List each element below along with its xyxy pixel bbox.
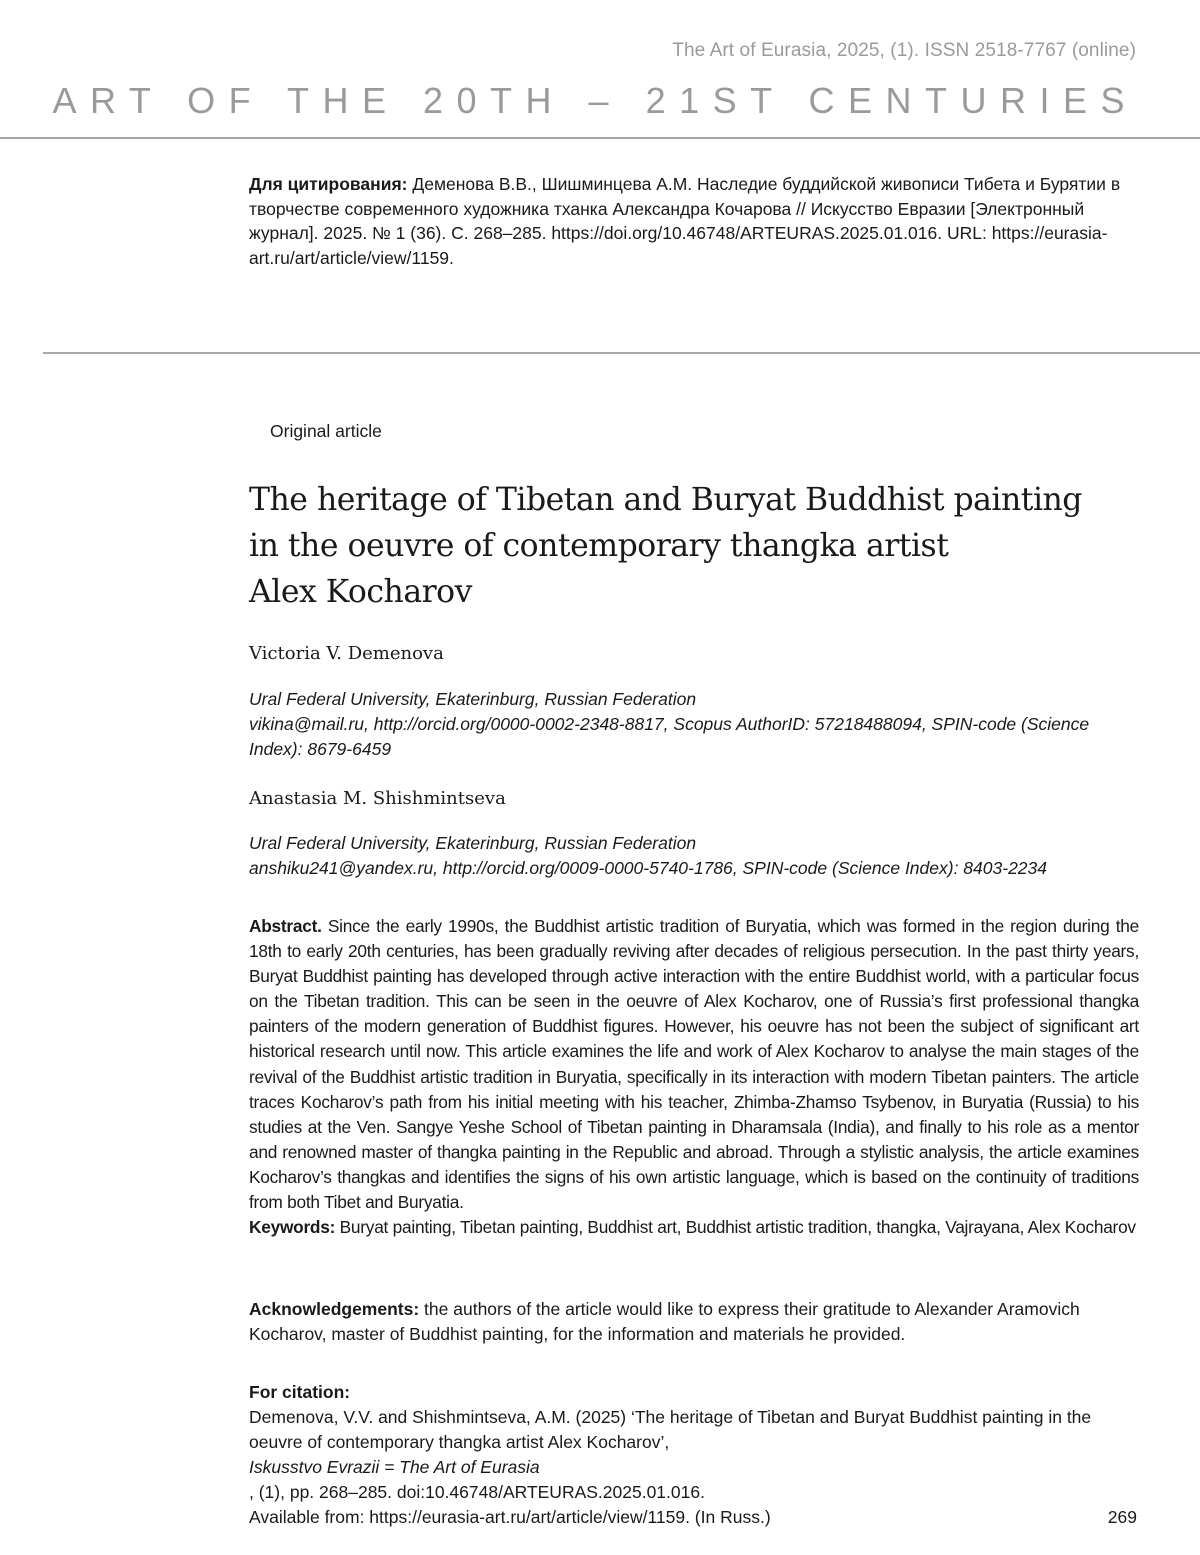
section-title: ART OF THE 20TH – 21ST CENTURIES — [52, 80, 1138, 121]
section-divider — [43, 352, 1200, 354]
author-affiliation — [249, 687, 1144, 762]
for-citation-text: Demenova, V.V. and Shishmintseva, A.M. (2025) ‘The heritage of Tibetan and Buryat Buddhist painting in the oeuvre of contemporary thangka artist Alex Kocharov’, — [249, 1407, 1092, 1452]
for-citation-body — [249, 1380, 1139, 1505]
journal-issue-line: The Art of Eurasia, 2025, (1). ISSN 2518-7767 (online) — [672, 40, 1136, 61]
author-name: Victoria V. Demenova — [249, 643, 444, 664]
for-citation-text-end: , (1), pp. 268–285. doi:10.46748/ARTEURAS.2025.01.016. — [249, 1482, 705, 1502]
title-line: in the oeuvre of contemporary thangka artist — [249, 528, 949, 564]
affiliation-text: Ural Federal University, Ekaterinburg, Russian Federation — [249, 689, 697, 709]
acknowledgements — [249, 1297, 1139, 1347]
for-citation-label: For citation: — [249, 1382, 351, 1402]
article-type: Original article — [270, 421, 382, 441]
author-name: Anastasia M. Shishmintseva — [249, 788, 506, 809]
author-affiliation — [249, 831, 1144, 881]
author-contacts: anshiku241@yandex.ru, http://orcid.org/0009-0000-5740-1786, SPIN-code (Science Index): 8403-2234 — [249, 858, 1047, 878]
citation-ru-label: Для цитирования: — [249, 174, 408, 194]
for-citation — [249, 1380, 1139, 1530]
citation-ru — [249, 172, 1129, 270]
acknowledgements-text: the authors of the article would like to express their gratitude to Alexander Aramovich Kocharov, master of Buddhist painting, for the information and materials he provided. — [249, 1299, 1080, 1344]
keywords-text: Buryat painting, Tibetan painting, Buddhist art, Buddhist artistic tradition, thangka, Vajrayana, Alex Kocharov — [335, 1217, 1136, 1238]
affiliation-text: Ural Federal University, Ekaterinburg, Russian Federation — [249, 833, 697, 853]
abstract — [249, 914, 1139, 1240]
page-number: 269 — [1107, 1507, 1137, 1527]
header-divider — [0, 137, 1200, 139]
author-contacts: vikina@mail.ru, http://orcid.org/0000-0002-2348-8817, Scopus AuthorID: 57218488094, SPIN-code (Science Index): 8679-6459 — [249, 714, 1090, 759]
abstract-text: Since the early 1990s, the Buddhist artistic tradition of Buryatia, which was formed in the region during the 18th to early 20th centuries, has been gradually reviving after decades of religious persecution. In the past thirty years, Buryat Buddhist painting has developed through active interaction with the entire Buddhist world, with a particular focus on the Tibetan tradition. This can be seen in the oeuvre of Alex Kocharov, one of Russia’s first professional thangka painters of the modern generation of Buddhist figures. However, his oeuvre has not been the subject of significant art historical research until now. This article examines the life and work of Alex Kocharov to analyse the main stages of the revival of the Buddhist artistic tradition in Buryatia, specifically in its interaction with modern Tibetan painters. The article traces Kocharov’s path from his initial meeting with his teacher, Zhimba-Zhamso Tsybenov, in Buryatia (Russia) to his studies at the Ven. Sangye Yeshe School of Tibetan painting in Dharamsala (India), and finally to his role as a mentor and renowned master of thangka painting in the Republic and abroad. Through a stylistic analysis, the article examines Kocharov’s thangkas and identifies the signs of his own artistic language, which is based on the continuity of traditions from both Tibet and Buryatia. — [249, 916, 1139, 1213]
acknowledgements-label: Acknowledgements: — [249, 1299, 420, 1319]
title-line: Alex Kocharov — [249, 574, 472, 610]
article-title — [249, 477, 1149, 615]
available-from: Available from: https://eurasia-art.ru/art/article/view/1159. (In Russ.) — [249, 1507, 771, 1527]
title-line: The heritage of Tibetan and Buryat Buddhist painting — [249, 482, 1082, 518]
journal-name-italic: Iskusstvo Evrazii = The Art of Eurasia — [249, 1457, 540, 1477]
abstract-label: Abstract. — [249, 916, 322, 936]
keywords-label: Keywords: — [249, 1217, 336, 1238]
citation-ru-text: Деменова В.В., Шишминцева А.М. Наследие буддийской живописи Тибета и Бурятии в творчестве современного художника тханка Александра Кочарова // Искусство Евразии [Электронный журнал]. 2025. № 1 (36). С. 268–285. https://doi.org/10.46748/ARTEURAS.2025.01.016. URL: https://eurasia-art.ru/art/article/view/1159. — [249, 174, 1121, 268]
